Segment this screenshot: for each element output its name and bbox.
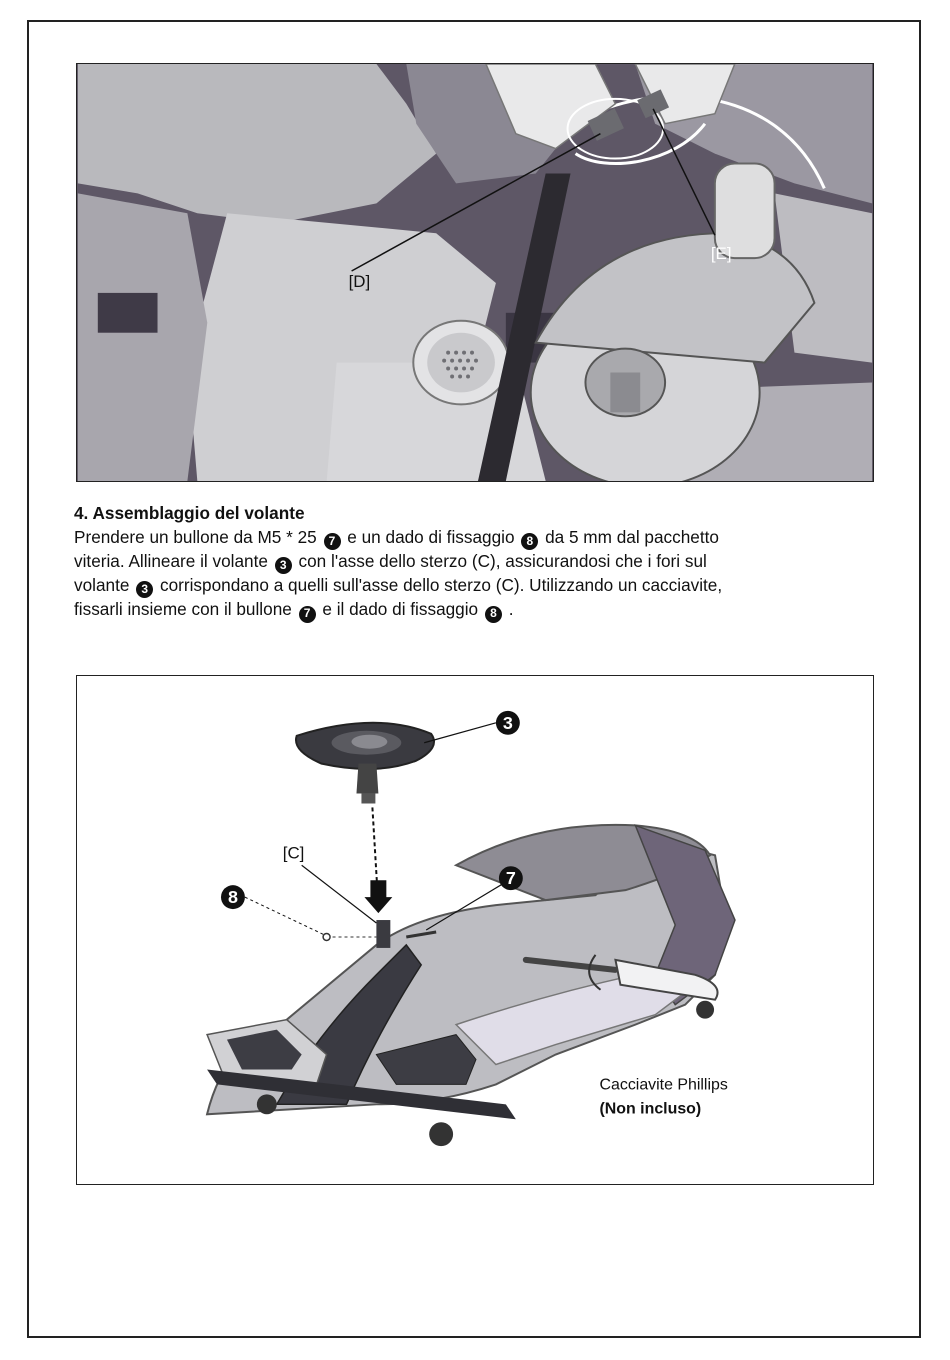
callout-nut: 8 — [227, 887, 238, 908]
label-d: [D] — [348, 271, 371, 291]
callout-wheel: 3 — [502, 712, 513, 733]
bolt-badge: 7 — [324, 533, 341, 550]
nut-badge: 8 — [485, 606, 502, 623]
wheel-badge: 3 — [275, 557, 292, 574]
bolt-badge: 7 — [299, 606, 316, 623]
screwdriver-note: (Non incluso) — [599, 1100, 702, 1118]
connector-illustration — [76, 63, 874, 482]
step-4 — [74, 502, 864, 623]
wheel-badge: 3 — [136, 581, 153, 598]
screwdriver-name: Cacciavite Phillips — [599, 1076, 728, 1094]
steering-assembly-illustration — [76, 675, 874, 1185]
label-c: [C] — [282, 843, 305, 863]
step-title: 4. Assemblaggio del volante — [74, 503, 305, 523]
label-e: [E] — [710, 244, 732, 264]
step-body: Prendere un bullone da M5 * 25 7 e un dado di fissaggio 8 da 5 mm dal pacchetto viteria. Allineare il volante 3 con l'asse dello sterzo (C), assicurandosi che i fori sul volante 3 corrispondano a quelli sull'asse dello sterzo (C). Utilizzando un cacciavite, fissarli insieme con il bullone 7 e il dado di fissaggio 8 . — [74, 526, 864, 623]
callout-bolt: 7 — [505, 868, 516, 889]
nut-badge: 8 — [521, 533, 538, 550]
